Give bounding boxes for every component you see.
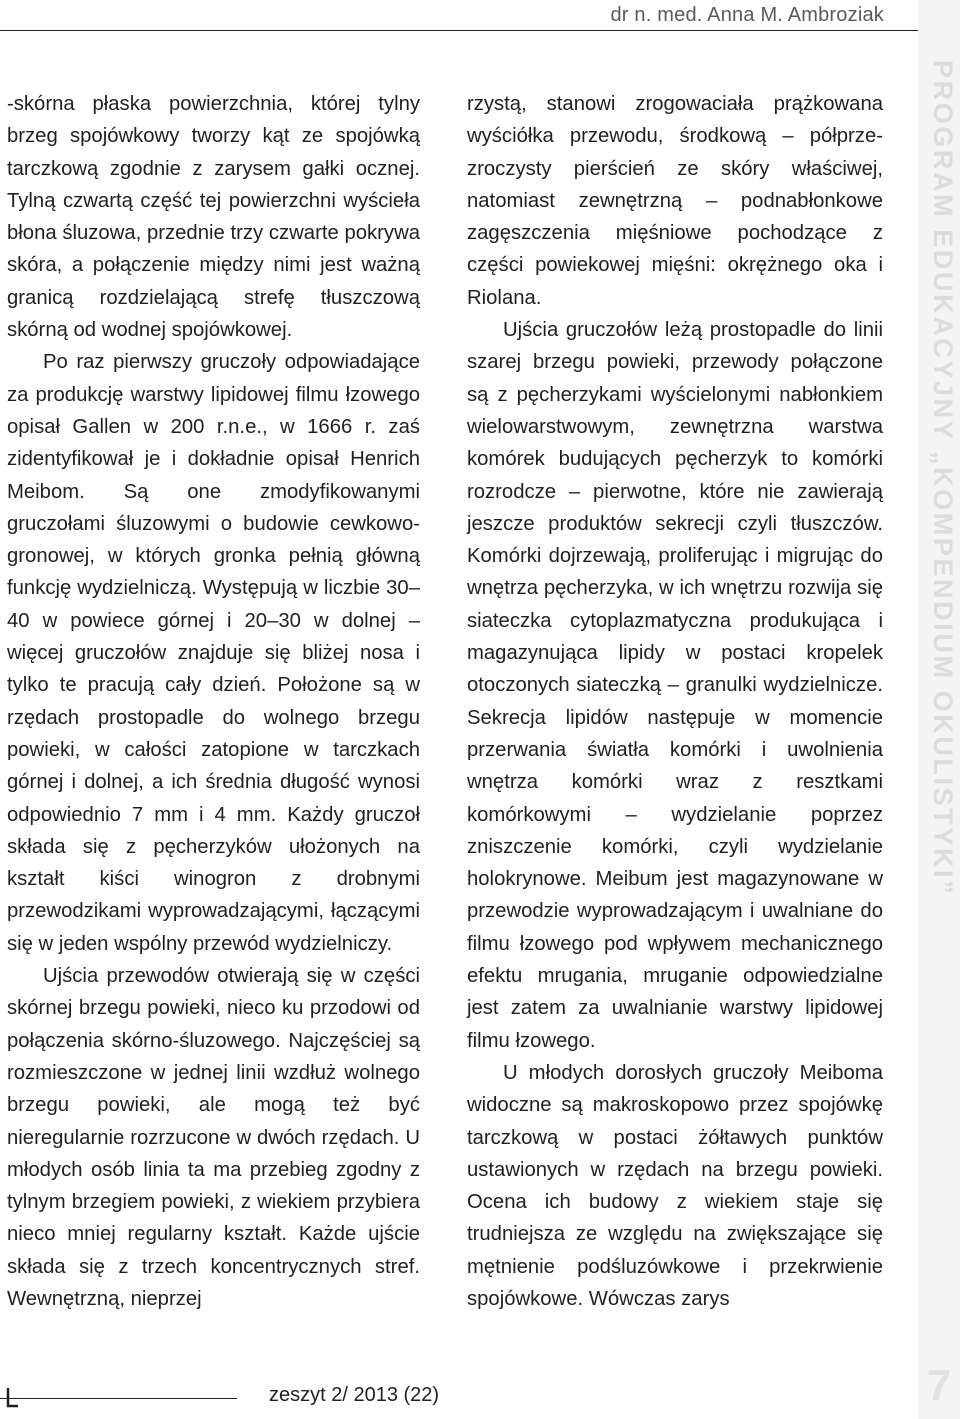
right-column: [467, 88, 883, 1315]
paragraph: Ujścia gruczołów leżą prostopadle do linii szarej brzegu powieki, przewody połączone są z pęcherzykami wyścielonymi nabłonkiem wielowarstwowym, zewnętrzna warstwa komórek budujących pęcherzyk to komórki rozrodcze – pierwotne, które nie zawierają jeszcze produktów sekrecji czyli tłuszczów. Komórki dojrzewają, proliferując i migrując do wnętrza pęcherzyka, w ich wnętrzu rozwija się siateczka cytoplazmatyczna produkująca i magazynująca lipidy w postaci kropelek otoczonych siateczką – granulki wydzielnicze. Sekrecja lipidów następuje w momencie przerwania światła komórki i uwolnienia wnętrza komórki wraz z resztkami komórkowymi – wydzielanie poprzez zniszczenie komórki, czyli wydzielanie holokrynowe. Meibum jest magazynowane w przewodzie wyprowadzającym i uwalniane do filmu łzowego pod wpływem mechanicznego efektu mrugania, mruganie odpowiedzialne jest zatem za uwalnianie warstwy lipidowej filmu łzowego.: [467, 319, 883, 1052]
footer-rule: [0, 1398, 237, 1399]
page-header: [0, 0, 920, 31]
paragraph: Po raz pierwszy gruczoły odpowiadające za produkcję warstwy lipidowej filmu łzowego opisał Gallen w 200 r.n.e., w 1666 r. zaś zidentyfikował je i dokładnie opisał Henrich Meibom. Są one zmodyfikowanymi gruczołami śluzowymi o budowie cewkowo-gronowej, w których gronka pełnią główną funkcję wydzielniczą. Występują w liczbie 30–40 w powiece górnej i 20–30 w dolnej – więcej gruczołów znajduje się bliżej nosa i tylko te pracują cały dzień. Położone są w rzędach prostopadle do wolnego brzegu powieki, w całości zatopione w tarczkach górnej i dolnej, a ich średnia długość wynosi odpowiednio 7 mm i 4 mm. Każdy gruczoł składa się z pęcherzyków ułożonych na kształt kiści winogron z drobnymi przewodzikami wyprowadzającymi, łączącymi się w jeden wspólny przewód wydzielniczy.: [7, 351, 420, 955]
paragraph: rzystą, stanowi zrogowaciała prążkowana wyściółka przewodu, środkową – półprzezroczysty pierścień ze skóry właściwej, natomiast zewnętrzną – podnabłonkowe zagęszczenia mięśniowe pochodzące z części powiekowej mięśni: okrężnego oka i Riolana.: [467, 93, 883, 309]
author-name: dr n. med. Anna M. Ambroziak: [610, 4, 884, 26]
paragraph: U młodych dorosłych gruczoły Meiboma widoczne są makroskopowo przez spojówkę tarczkową w postaci żółtawych punktów ustawionych w rzędach na brzegu powieki. Ocena ich budowy z wiekiem staje się trudniejsza ze względu na zwiększające się mętnienie podśluzówkowe i przekrwienie spojówkowe. Wówczas zarys: [467, 1061, 883, 1310]
footer-ornament-icon: [6, 1386, 20, 1408]
left-column: [7, 88, 420, 1315]
paragraph: -skórna płaska powierzchnia, której tylny brzeg spojówkowy tworzy kąt ze spojówką tarczkową zgodnie z zarysem gałki ocznej. Tylną czwartą część tej powierzchni wyścieła błona śluzowa, przednie trzy czwarte pokrywa skóra, a połączenie między nimi jest ważną granicą rozdzielającą strefę tłuszczową skórną od wodnej spojówkowej.: [7, 93, 420, 342]
paragraph: Ujścia przewodów otwierają się w części skórnej brzegu powieki, nieco ku przodowi od połączenia skórno-śluzowego. Najczęściej są rozmieszczone w jednej linii wzdłuż wolnego brzegu powieki, ale mogą też być nieregularnie rozrzucone w dwóch rzędach. U młodych osób linia ta ma przebieg zgodny z tylnym brzegiem powieki, z wiekiem przybiera nieco mniej regularny kształt. Każde ujście składa się z trzech koncentrycznych stref. Wewnętrzną, nieprzej: [7, 965, 420, 1310]
program-title: PROGRAM EDUKACYJNY „KOMPENDIUM OKULISTYKI”: [928, 60, 958, 897]
issue-label: zeszyt 2/ 2013 (22): [269, 1384, 440, 1406]
page-number: 7: [926, 1361, 952, 1410]
sidebar-band: [918, 0, 960, 1419]
